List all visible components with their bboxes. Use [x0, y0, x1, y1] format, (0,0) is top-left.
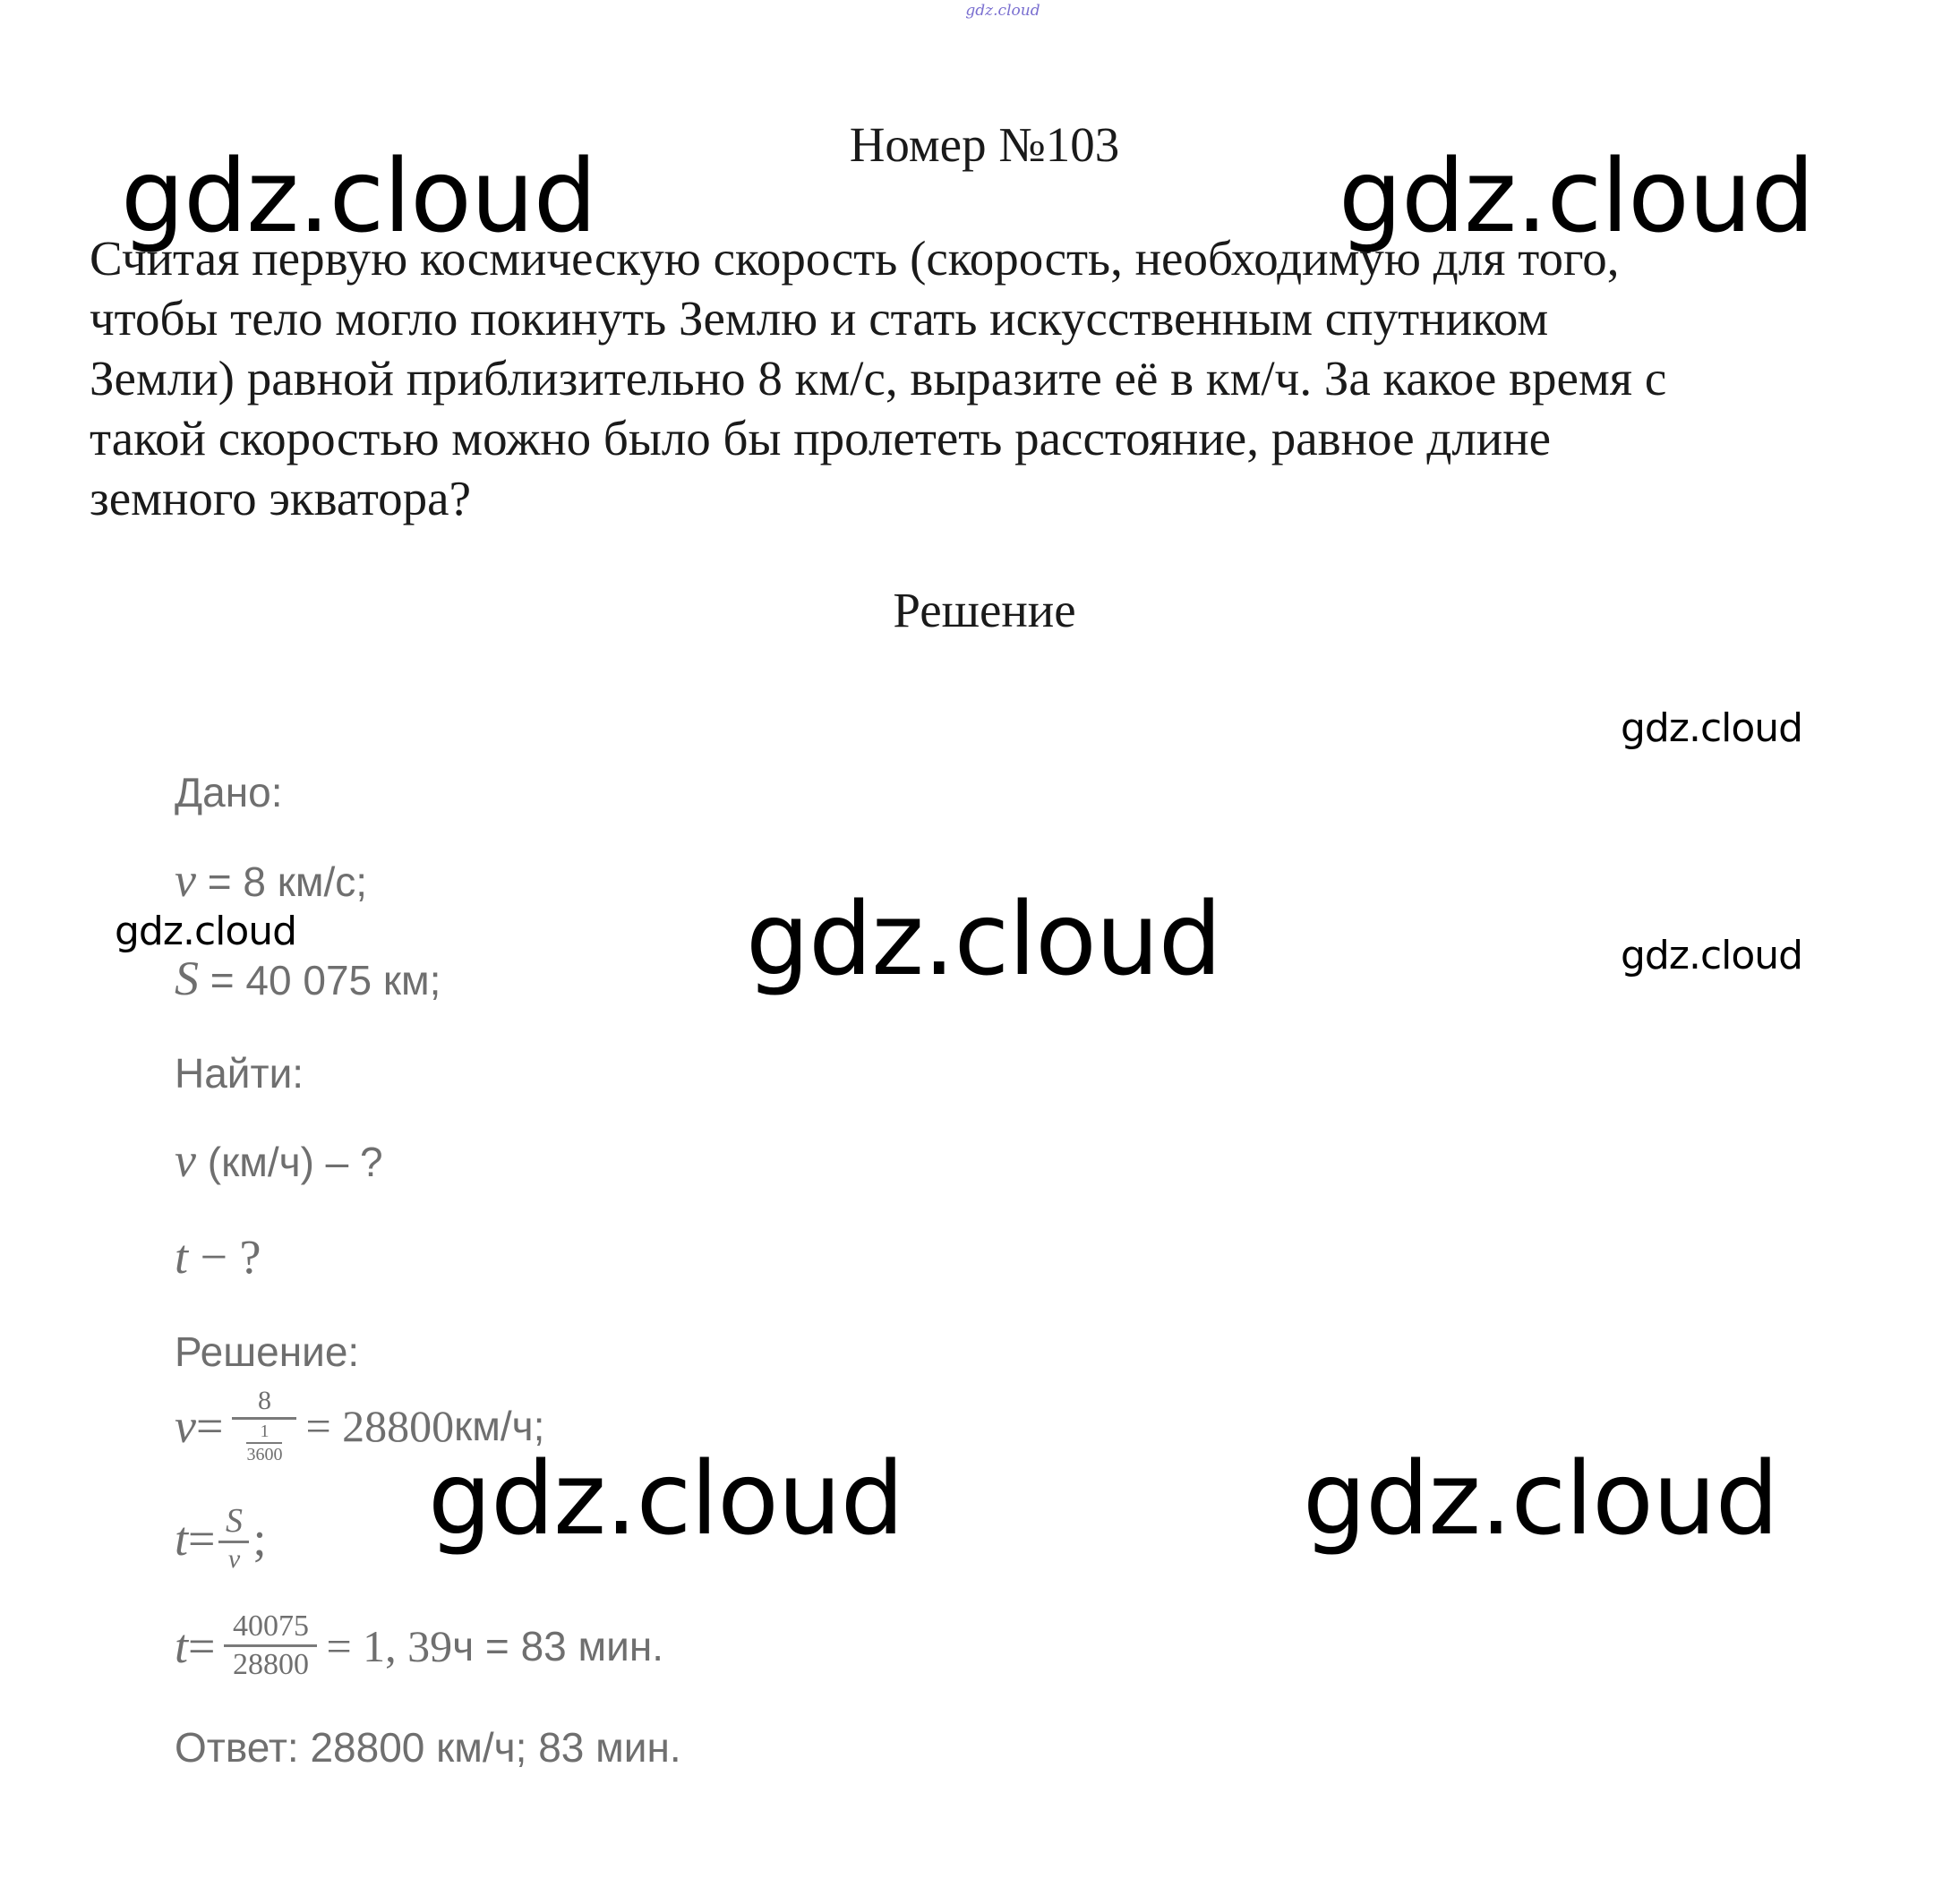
var-s: S: [175, 952, 199, 1005]
var-v: v: [175, 1133, 196, 1187]
watermark: gdz.cloud: [1303, 1441, 1778, 1558]
equals-sign: =: [188, 1511, 216, 1566]
find-velocity-text: (км/ч) – ?: [195, 1139, 383, 1185]
var-t: t: [175, 1618, 189, 1673]
fraction-bar: [224, 1644, 317, 1647]
time-result: = 1, 39: [326, 1620, 453, 1671]
problem-line: такой скоростью можно было бы пролететь расстояние, равное длине: [90, 411, 1552, 465]
nested-fraction: [246, 1422, 282, 1464]
equals-sign: =: [195, 1398, 224, 1453]
given-distance: [175, 951, 441, 1006]
fraction-bar: [232, 1417, 296, 1420]
watermark: gdz.cloud: [115, 909, 297, 954]
var-v: v: [175, 853, 196, 907]
find-time: [175, 1229, 261, 1285]
find-label: Найти:: [175, 1050, 304, 1097]
fraction: [224, 1611, 317, 1680]
solution-heading: Решение: [893, 583, 1076, 637]
page-title: Номер №103: [849, 117, 1120, 172]
fraction: [232, 1387, 296, 1464]
problem-line: чтобы тело могло покинуть Землю и стать искусственным спутником: [90, 291, 1549, 346]
equation-time-result: [175, 1611, 663, 1680]
answer-text: Ответ: 28800 км/ч; 83 мин.: [175, 1724, 681, 1771]
nested-denominator: 3600: [246, 1445, 283, 1464]
find-velocity: [175, 1132, 383, 1188]
fraction-numerator: 8: [257, 1386, 271, 1415]
watermark: gdz.cloud: [1621, 933, 1803, 978]
nested-fraction-bar: [246, 1442, 282, 1444]
solution-label: Решение:: [175, 1328, 360, 1375]
problem-line: земного экватора?: [90, 471, 472, 525]
fraction-numerator: S: [225, 1502, 243, 1540]
watermark: gdz.cloud: [1621, 705, 1803, 751]
given-velocity: [175, 852, 367, 908]
fraction: [218, 1504, 249, 1573]
watermark: gdz.cloud: [428, 1441, 903, 1558]
find-time-text: − ?: [188, 1230, 261, 1284]
velocity-result: = 28800: [305, 1400, 455, 1451]
nested-numerator: 1: [260, 1422, 270, 1441]
problem-line: Земли) равной приблизительно 8 км/с, выразите её в км/ч. За какое время с: [90, 351, 1667, 406]
time-unit: ч = 83 мин.: [452, 1622, 664, 1669]
given-velocity-value: = 8 км/с;: [195, 858, 368, 905]
header-url[interactable]: gdz.cloud: [965, 2, 1040, 20]
fraction-denominator: v: [227, 1544, 241, 1574]
given-label: Дано:: [175, 769, 283, 815]
equals-sign: =: [188, 1618, 216, 1673]
var-t: t: [175, 1230, 189, 1284]
semicolon: ;: [252, 1511, 267, 1566]
var-t: t: [175, 1511, 189, 1566]
watermark: gdz.cloud: [746, 882, 1221, 998]
fraction-bar: [218, 1541, 249, 1543]
velocity-unit: км/ч;: [454, 1402, 545, 1449]
fraction-numerator: 40075: [232, 1609, 309, 1643]
problem-text: [90, 228, 1862, 528]
fraction-denominator: 28800: [232, 1648, 309, 1681]
equation-time-formula: [175, 1504, 267, 1573]
given-distance-value: = 40 075 км;: [199, 957, 441, 1003]
watermark: gdz.cloud: [1339, 139, 1814, 255]
problem-line: Считая первую космическую скорость (скорость, необходимую для того,: [90, 231, 1620, 286]
watermark: gdz.cloud: [121, 139, 596, 255]
var-v: v: [175, 1398, 196, 1453]
